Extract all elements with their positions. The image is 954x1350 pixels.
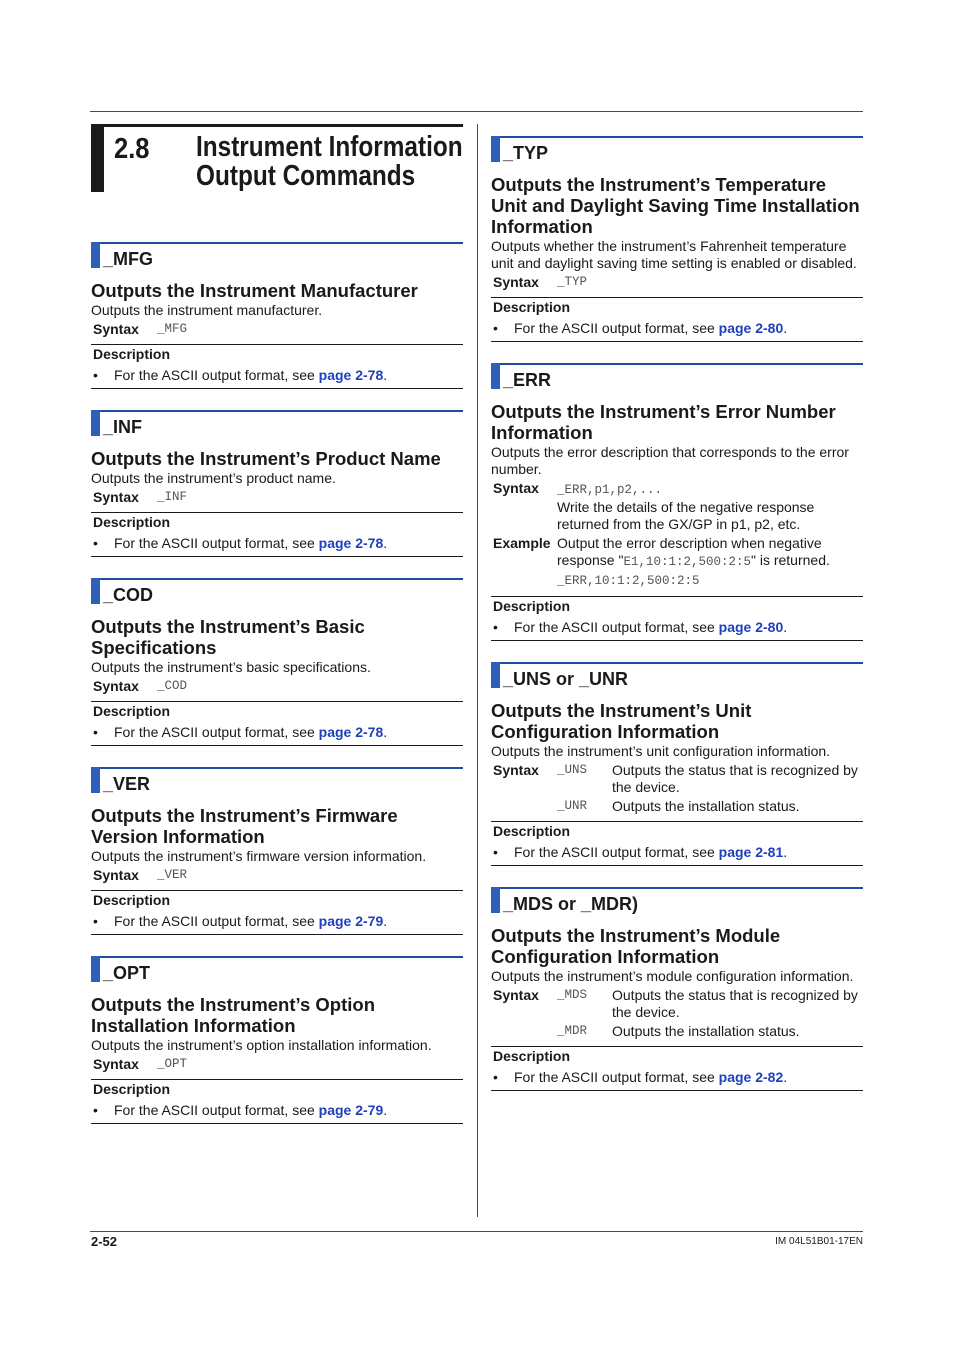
section-mds <box>491 887 863 1091</box>
bullet-dot: • <box>493 619 498 635</box>
description-bullet: • For the ASCII output format, see page 2-80. <box>493 619 788 635</box>
section-title: Outputs the Instrument’s Product Name <box>91 448 441 469</box>
right-column <box>491 136 863 1091</box>
command-name: _VER <box>103 774 151 794</box>
section-description: Outputs the instrument’s firmware version information. <box>91 848 427 864</box>
bullet-text: For the ASCII output format, see <box>514 844 719 860</box>
syntax-row <box>491 798 863 815</box>
heading-marker <box>491 887 500 913</box>
syntax-note: Write the details of the negative response returned from the GX/GP in p1, p2, etc. <box>557 499 815 532</box>
description-bullet: • For the ASCII output format, see page 2-79. <box>93 1102 388 1118</box>
example-command: _ERR,10:1:2,500:2:5 <box>557 574 700 588</box>
syntax-row <box>91 678 463 695</box>
syntax-code: _INF <box>157 490 188 504</box>
bullet-dot: • <box>493 320 498 336</box>
description-label: Description <box>93 514 171 530</box>
syntax-code: _COD <box>157 679 188 693</box>
section-title: Outputs the Instrument’s Basic Specifications <box>91 616 365 658</box>
chapter-bar <box>91 124 104 192</box>
syntax-row <box>91 489 463 506</box>
left-column <box>91 242 463 1124</box>
command-heading <box>91 956 463 986</box>
command-heading <box>491 887 863 917</box>
bullet-dot: • <box>93 724 98 740</box>
syntax-label: Syntax <box>93 321 139 337</box>
heading-marker <box>91 410 100 436</box>
bullet-text: For the ASCII output format, see <box>114 913 319 929</box>
command-name: _TYP <box>503 143 549 163</box>
section-ver <box>91 767 463 935</box>
command-name: _ERR <box>503 370 552 390</box>
section-mfg <box>91 242 463 389</box>
syntax-label: Syntax <box>493 274 539 290</box>
chapter-number: 2.8 <box>114 133 150 165</box>
command-name: _OPT <box>103 963 151 983</box>
syntax-label: Syntax <box>493 987 539 1003</box>
command-heading <box>491 662 863 692</box>
page-link[interactable]: page 2-79 <box>318 1102 384 1118</box>
chapter-rule <box>104 124 463 127</box>
chapter-title-line2: Output Commands <box>196 160 416 192</box>
section-title: Outputs the Instrument’s Option Installation Information <box>91 994 375 1036</box>
section-inf <box>91 410 463 557</box>
heading-marker <box>491 363 500 389</box>
description-bullet: • For the ASCII output format, see page 2-82. <box>493 1069 788 1085</box>
bullet-text: For the ASCII output format, see <box>114 724 319 740</box>
command-name: _UNS or _UNR <box>503 669 629 689</box>
description-bullet: • For the ASCII output format, see page 2-80. <box>493 320 788 336</box>
bullet-text: For the ASCII output format, see <box>514 1069 719 1085</box>
page-link[interactable]: page 2-78 <box>318 535 384 551</box>
syntax-code: _MDR <box>557 1024 588 1038</box>
bullet-text: For the ASCII output format, see <box>114 1102 319 1118</box>
example-code: E1,10:1:2,500:2:5 <box>623 555 751 569</box>
description-block <box>91 890 463 935</box>
section-typ <box>491 136 863 342</box>
bullet-dot: • <box>493 1069 498 1085</box>
heading-marker <box>91 767 100 793</box>
syntax-label: Syntax <box>493 480 539 496</box>
syntax-row <box>491 987 863 1021</box>
syntax-text: Outputs the status that is recognized by the device. <box>612 762 858 795</box>
description-bullet: • For the ASCII output format, see page 2-78. <box>93 367 388 383</box>
page-link[interactable]: page 2-82 <box>718 1069 784 1085</box>
command-heading <box>91 578 463 608</box>
description-block <box>491 297 863 342</box>
example-row <box>491 535 863 590</box>
command-heading <box>91 410 463 440</box>
section-err <box>491 363 863 641</box>
section-title: Outputs the Instrument’s Temperature Unit and Daylight Saving Time Installation Information <box>491 174 860 237</box>
description-label: Description <box>93 346 171 362</box>
bullet-dot: • <box>93 535 98 551</box>
description-bullet: • For the ASCII output format, see page 2-81. <box>493 844 788 860</box>
description-label: Description <box>93 1081 171 1097</box>
section-description: Outputs the instrument manufacturer. <box>91 302 323 318</box>
page-link[interactable]: page 2-79 <box>318 913 384 929</box>
syntax-label: Syntax <box>93 1056 139 1072</box>
bullet-dot: • <box>93 913 98 929</box>
section-title: Outputs the Instrument Manufacturer <box>91 280 418 301</box>
description-bullet: • For the ASCII output format, see page 2-79. <box>93 913 388 929</box>
syntax-row <box>91 321 463 338</box>
column-divider <box>477 124 478 1217</box>
syntax-row <box>491 762 863 796</box>
heading-marker <box>91 956 100 982</box>
page-link[interactable]: page 2-78 <box>318 367 384 383</box>
page-link[interactable]: page 2-80 <box>718 320 784 336</box>
syntax-text: Outputs the installation status. <box>612 1023 800 1039</box>
syntax-code: _OPT <box>157 1057 188 1071</box>
description-block <box>491 1046 863 1091</box>
bullet-dot: • <box>93 367 98 383</box>
section-cod <box>91 578 463 746</box>
command-name: _COD <box>103 585 154 605</box>
command-heading <box>91 242 463 272</box>
example-text-end: " is returned. <box>750 552 830 568</box>
example-text: Output the error description when negative response " <box>557 535 822 568</box>
heading-marker <box>491 136 500 162</box>
section-description: Outputs the instrument’s unit configuration information. <box>491 743 831 759</box>
command-name: _INF <box>103 417 143 437</box>
bullet-text: For the ASCII output format, see <box>514 320 719 336</box>
description-block <box>91 1079 463 1124</box>
syntax-row <box>491 1023 863 1040</box>
section-description: Outputs whether the instrument’s Fahrenheit temperature unit and daylight saving time setting is enabled or disabled. <box>491 238 857 271</box>
section-description: Outputs the instrument’s basic specifications. <box>91 659 371 675</box>
description-block <box>491 596 863 641</box>
section-description: Outputs the instrument’s product name. <box>91 470 336 486</box>
description-label: Description <box>493 823 571 839</box>
bullet-text: For the ASCII output format, see <box>114 535 319 551</box>
footer-rule <box>90 1231 863 1232</box>
example-label: Example <box>493 535 551 551</box>
chapter-title-line1: Instrument Information <box>196 131 463 163</box>
heading-marker <box>491 662 500 688</box>
section-description: Outputs the instrument’s module configuration information. <box>491 968 854 984</box>
chapter-title <box>196 133 463 191</box>
bullet-text: For the ASCII output format, see <box>514 619 719 635</box>
bullet-dot: • <box>93 1102 98 1118</box>
bullet-dot: • <box>493 844 498 860</box>
bullet-text: For the ASCII output format, see <box>114 367 319 383</box>
description-bullet: • For the ASCII output format, see page 2-78. <box>93 724 388 740</box>
description-block <box>91 701 463 746</box>
syntax-code: _TYP <box>557 275 588 289</box>
description-label: Description <box>493 1048 571 1064</box>
syntax-row <box>491 480 863 533</box>
syntax-label: Syntax <box>93 678 139 694</box>
description-label: Description <box>493 299 571 315</box>
section-title: Outputs the Instrument’s Unit Configuration Information <box>491 700 752 742</box>
syntax-text: Outputs the installation status. <box>612 798 800 814</box>
page-link[interactable]: page 2-78 <box>318 724 384 740</box>
page-number: 2-52 <box>91 1234 118 1249</box>
command-name: _MFG <box>103 249 154 269</box>
section-uns <box>491 662 863 866</box>
syntax-row <box>91 867 463 884</box>
syntax-code: _MDS <box>557 988 588 1002</box>
section-title: Outputs the Instrument’s Error Number Information <box>491 401 836 443</box>
section-description: Outputs the instrument’s option installation information. <box>91 1037 432 1053</box>
syntax-label: Syntax <box>93 867 139 883</box>
syntax-label: Syntax <box>493 762 539 778</box>
heading-marker <box>91 578 100 604</box>
section-title: Outputs the Instrument’s Firmware Version Information <box>91 805 398 847</box>
command-heading <box>491 136 863 166</box>
page-link[interactable]: page 2-80 <box>718 619 784 635</box>
syntax-code: _ERR,p1,p2,... <box>557 483 663 497</box>
section-description: Outputs the error description that corresponds to the error number. <box>491 444 849 477</box>
syntax-row <box>491 274 863 291</box>
description-label: Description <box>93 892 171 908</box>
syntax-row <box>91 1056 463 1073</box>
syntax-code: _UNS <box>557 763 588 777</box>
syntax-code: _MFG <box>157 322 188 336</box>
description-label: Description <box>93 703 171 719</box>
syntax-code: _VER <box>157 868 188 882</box>
section-title: Outputs the Instrument’s Module Configuration Information <box>491 925 781 967</box>
syntax-code: _UNR <box>557 799 588 813</box>
section-opt <box>91 956 463 1124</box>
chapter-heading <box>91 124 463 192</box>
heading-marker <box>91 242 100 268</box>
document-id: IM 04L51B01-17EN <box>775 1236 863 1247</box>
command-heading <box>91 767 463 797</box>
command-name: _MDS or _MDR) <box>503 894 639 914</box>
description-bullet: • For the ASCII output format, see page 2-78. <box>93 535 388 551</box>
description-block <box>491 821 863 866</box>
syntax-label: Syntax <box>93 489 139 505</box>
description-block <box>91 512 463 557</box>
command-heading <box>491 363 863 393</box>
description-block <box>91 344 463 389</box>
description-label: Description <box>493 598 571 614</box>
page-link[interactable]: page 2-81 <box>718 844 784 860</box>
header-rule <box>90 111 863 112</box>
syntax-text: Outputs the status that is recognized by the device. <box>612 987 858 1020</box>
